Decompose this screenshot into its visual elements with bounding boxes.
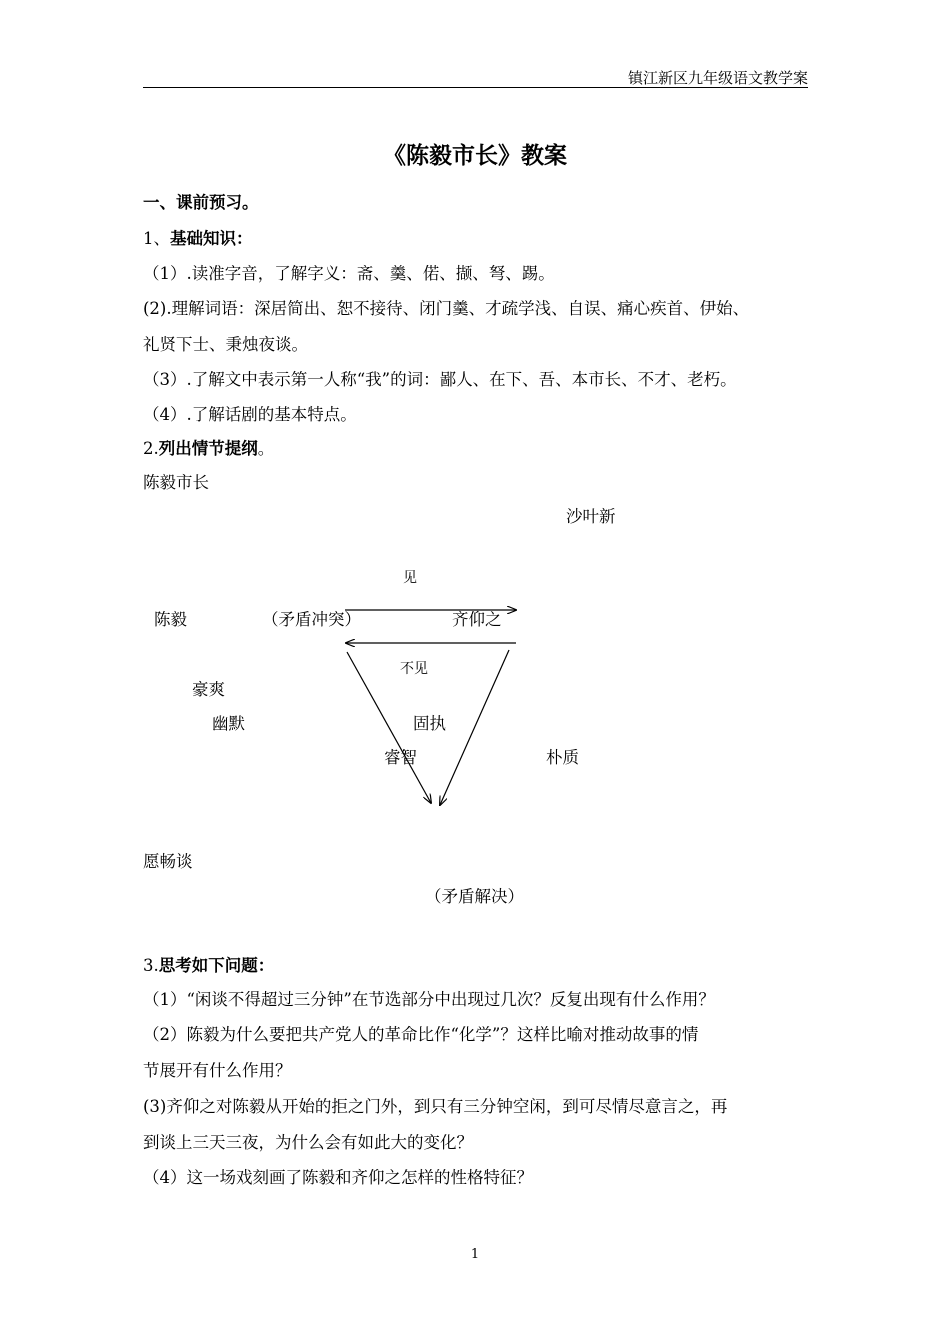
subheading-suffix: 。 [257,439,275,458]
question-line: （4）这一场戏刻画了陈毅和齐仰之怎样的性格特征？ [143,1168,533,1187]
running-header: 镇江新区九年级语文教学案 [627,69,808,87]
item-line: （1）.读准字音，了解字义：斋、羹、偌、撷、弩、踢。 [143,264,555,283]
conflict-label: （矛盾冲突） [262,610,361,629]
character-qi-yangzhi: 齐仰之 [452,610,502,629]
subheading-label: 思考如下问题： [158,956,275,975]
trait-label: 朴质 [546,748,579,767]
question-line: (3)齐仰之对陈毅从开始的拒之门外，到只有三分钟空闲，到可尽情尽意言之，再 [143,1097,728,1116]
section-heading-preview: 一、课前预习。 [143,193,259,212]
trait-label: 固执 [413,714,446,733]
arrow-right-down [440,650,509,805]
author-name: 沙叶新 [566,507,616,526]
item-line: （4）.了解话剧的基本特点。 [143,405,357,424]
character-chen-yi: 陈毅 [154,610,187,629]
item-line: （3）.了解文中表示第一人称“我”的词：鄙人、在下、吾、本市长、不才、老朽。 [143,370,737,389]
item-line: 礼贤下士、秉烛夜谈。 [143,335,308,354]
arrow-label-see: 见 [403,570,417,586]
question-line: （1）“闲谈不得超过三分钟”在节选部分中出现过几次？反复出现有什么作用？ [143,990,715,1009]
arrow-label-not-see: 不见 [400,661,428,677]
resolution-label: （矛盾解决） [425,887,524,906]
subheading-label: 基础知识： [170,229,253,248]
arrow-left-down [347,652,431,803]
subheading-label: 列出情节提纲 [158,439,258,458]
item-line: (2).理解词语：深居简出、恕不接待、闭门羹、才疏学浅、自误、痛心疾首、伊始、 [143,299,750,318]
subheading-number: 1、 [143,229,170,248]
plot-title: 陈毅市长 [143,473,209,492]
question-line: 到谈上三天三夜，为什么会有如此大的变化？ [143,1133,473,1152]
trait-label: 睿智 [384,748,417,767]
question-line: （2）陈毅为什么要把共产党人的革命比作“化学”？这样比喻对推动故事的情 [143,1025,699,1044]
question-line: 节展开有什么作用？ [143,1061,292,1080]
trait-label: 豪爽 [192,680,225,699]
page-number: 1 [470,1247,480,1262]
subheading-number: 2. [143,439,159,458]
subheading-questions [143,952,274,976]
page-title: 《陈毅市长》教案 [383,142,567,169]
trait-label: 幽默 [212,714,245,733]
outcome-label: 愿畅谈 [143,852,193,871]
subheading-number: 3. [143,956,159,975]
